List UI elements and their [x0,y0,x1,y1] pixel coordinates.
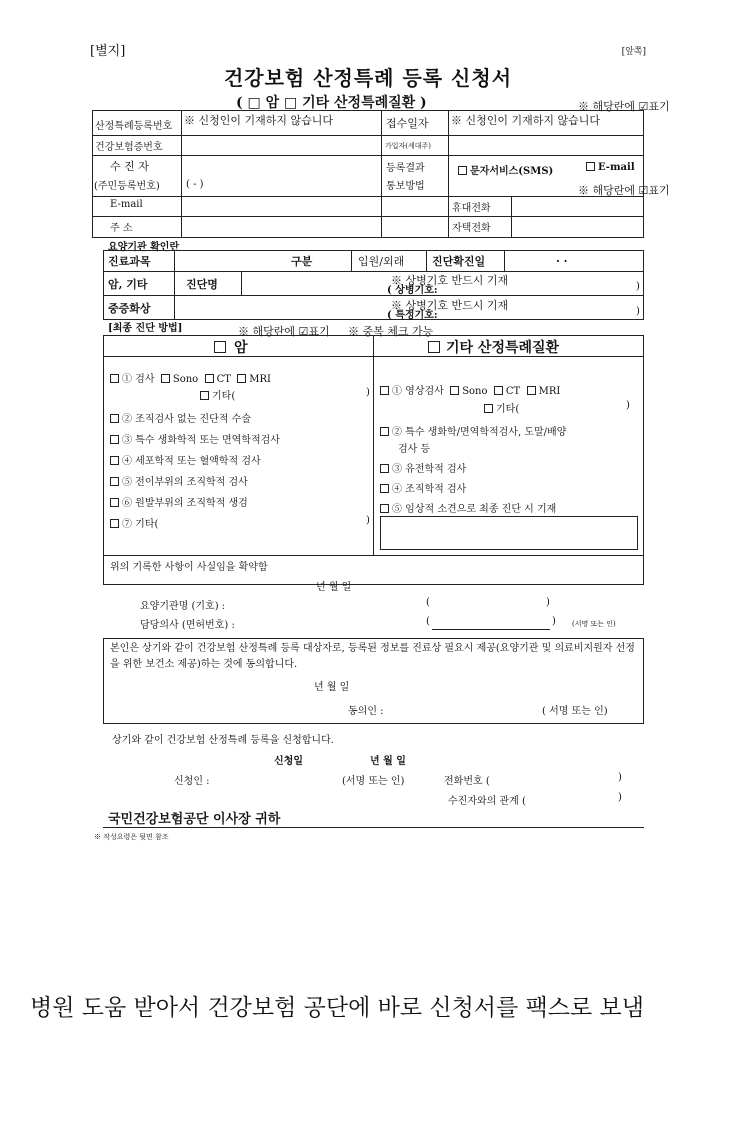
other-mri-checkbox[interactable] [527,386,536,395]
cancer-item-5-checkbox[interactable] [110,477,119,486]
severe-burn-label: 중증화상 [108,302,151,315]
institution-label: 요양기관명 (기호) : [140,601,226,612]
other-other-imaging-checkbox[interactable] [484,404,493,413]
other-item-2[interactable]: ② 특수 생화학/면역학적검사, 도말/배양 [380,423,566,438]
cancer-exam-checkbox[interactable] [110,374,119,383]
other-ct-checkbox[interactable] [494,386,503,395]
other-imaging-row[interactable]: ① 영상검사 Sono CT MRI [380,382,560,397]
resident-no-value[interactable]: ( - ) [186,179,204,190]
methods-check-hint: ※ 해당란에 ☑표기 [238,325,330,338]
insurance-no-label: 건강보험증번호 [95,142,163,153]
consenter-label: 동의인 : [348,706,384,717]
code-hint: ※ 상병기호 반드시 기재 [391,274,509,287]
subscriber-label: 가입자(세대주) [385,142,432,150]
cancer-item-2[interactable]: ② 조직검사 없는 진단적 수술 [110,410,251,425]
other-imaging-checkbox[interactable] [380,386,389,395]
sms-checkbox[interactable] [458,166,467,175]
other-column-header[interactable]: 기타 산정특례질환 [428,337,559,357]
relation-close: ) [618,792,622,803]
cancer-item-5[interactable]: ⑤ 전이부위의 조직학적 검사 [110,473,248,488]
applicant-hint: ※ 신청인이 기재하지 않습니다 [184,114,334,127]
check-hint: ※ 해당란에 ☑표기 [578,100,670,113]
relation-label: 수진자와의 관계 ( [448,796,526,807]
visit-type-label: 구분 [291,255,313,268]
other-other-imaging[interactable]: 기타( [484,400,519,415]
methods-multi-hint: ※ 중복 체크 가능 [348,325,434,338]
cancer-item-7-close: ) [366,515,370,526]
sms-option[interactable]: 문자서비스(SMS) [458,162,553,177]
cancer-exam-row[interactable]: ① 검사 Sono CT MRI [110,370,271,385]
clinical-note-box[interactable] [380,516,638,550]
applicant-table [92,110,644,238]
cancer-item-6[interactable]: ⑥ 원발부위의 조직학적 생검 [110,494,248,509]
institution-paren-close: ) [546,597,550,608]
other-item-2-cont: 검사 등 [398,444,431,455]
cancer-item-4-checkbox[interactable] [110,456,119,465]
notify-hint: ※ 해당란에 ☑표기 [578,184,670,197]
other-item-3-checkbox[interactable] [380,464,389,473]
applicant-hint-2: ※ 신청인이 기재하지 않습니다 [451,114,601,127]
cancer-other-imaging[interactable]: 기타( [200,387,235,402]
home-phone-label: 자택전화 [452,223,491,234]
application-statement: 상기와 같이 건강보험 산정특례 등록을 신청합니다. [112,735,334,746]
application-form [86,40,670,855]
applicant-label: 신청인 : [174,776,210,787]
doctor-paren-close: ) [552,616,556,627]
other-item-5-checkbox[interactable] [380,504,389,513]
code-hint-2: ※ 상병기호 반드시 기재 [391,299,509,312]
caption-text: 병원 도움 받아서 건강보험 공단에 바로 신청서를 팩스로 보냄 [30,995,644,1021]
special-code-label: ( 특정기호: [387,310,438,321]
patient-label: 수 진 자 [110,160,149,173]
footnote: ※ 작성요령은 뒷면 참조 [94,833,169,841]
other-item-2-checkbox[interactable] [380,427,389,436]
confirm-statement: 위의 기록한 사항이 사실임을 확약함 [110,562,268,573]
cancer-checkbox[interactable] [214,341,226,353]
cancer-other-imaging-checkbox[interactable] [200,391,209,400]
cancer-item-7-checkbox[interactable] [110,519,119,528]
attachment-label: [별지] [90,44,126,59]
cancer-item-3-checkbox[interactable] [110,435,119,444]
other-other-imaging-close: ) [626,400,630,411]
disease-code-close: ) [636,281,640,292]
cancer-ct-checkbox[interactable] [205,374,214,383]
notify-label: 등록결과 [386,163,425,174]
consent-sign-hint: ( 서명 또는 인) [542,706,608,717]
notify-label-2: 통보방법 [386,181,425,192]
cancer-other-imaging-close: ) [366,387,370,398]
disease-code-label: ( 상병기호: [387,285,438,296]
address-label: 주 소 [110,223,133,234]
other-checkbox[interactable] [428,341,440,353]
diagnosis-name-label: 진단명 [186,278,218,291]
application-date-label: 신청일 [274,756,303,767]
other-item-4[interactable]: ④ 조직학적 검사 [380,480,466,495]
special-code-close: ) [636,306,640,317]
resident-no-label: (주민등록번호) [94,181,160,192]
form-title: 건강보험 산정특례 등록 신청서 [223,66,513,90]
addressee: 국민건강보험공단 이사장 귀하 [108,812,281,827]
mobile-label: 휴대전화 [452,203,491,214]
other-item-3[interactable]: ③ 유전학적 검사 [380,460,466,475]
phone-close: ) [618,772,622,783]
cancer-item-2-checkbox[interactable] [110,414,119,423]
clinic-section-label: 요양기관 확인란 [108,242,180,253]
department-label: 진료과목 [108,255,151,268]
cancer-item-6-checkbox[interactable] [110,498,119,507]
institution-paren-open: ( [426,597,430,608]
email-label: E-mail [110,199,143,210]
cancer-sono-checkbox[interactable] [161,374,170,383]
email-option[interactable]: E-mail [586,162,635,173]
cancer-mri-checkbox[interactable] [237,374,246,383]
doctor-label: 담당의사 (면허번호) : [140,620,235,631]
cancer-item-7[interactable]: ⑦ 기타( [110,515,158,530]
reg-no-label: 산정특례등록번호 [95,121,173,132]
phone-label: 전화번호 ( [444,776,490,787]
cancer-item-3[interactable]: ③ 특수 생화학적 또는 면역학적검사 [110,431,280,446]
doctor-paren-open: ( [426,616,430,627]
other-sono-checkbox[interactable] [450,386,459,395]
form-subtitle: ( □ 암 □ 기타 산정특례질환 ) [236,95,427,111]
doctor-sign-hint: (서명 또는 인) [572,620,616,628]
email-checkbox[interactable] [586,162,595,171]
application-date[interactable]: 년 월 일 [370,756,406,767]
consent-text: 본인은 상기와 같이 건강보험 산정특례 등록 대상자로, 등록된 정보를 진료상 필요시 제공(요양기관 및 의료비지원자 선정을 위한 보건소 제공)하는 것에 동의합니다. [110,643,635,670]
side-label: [앞쪽] [621,47,646,57]
cancer-item-4[interactable]: ④ 세포학적 또는 혈액학적 검사 [110,452,261,467]
diagnosis-date-value[interactable]: . . [556,252,568,265]
visit-type-value[interactable]: 입원/외래 [358,255,405,268]
receipt-date-label: 접수일자 [386,117,429,130]
consent-date[interactable]: 년 월 일 [314,682,350,693]
cancer-column-header[interactable]: 암 [214,337,248,357]
applicant-sign-hint: (서명 또는 인) [342,776,405,787]
methods-section-label: [최종 진단 방법] [108,323,183,334]
diagnosis-date-label: 진단확진일 [432,255,486,268]
other-item-4-checkbox[interactable] [380,484,389,493]
confirm-date[interactable]: 년 월 일 [316,582,352,593]
other-item-5[interactable]: ⑤ 임상적 소견으로 최종 진단 시 기재 [380,500,556,515]
cancer-other-label: 암, 기타 [108,278,148,291]
